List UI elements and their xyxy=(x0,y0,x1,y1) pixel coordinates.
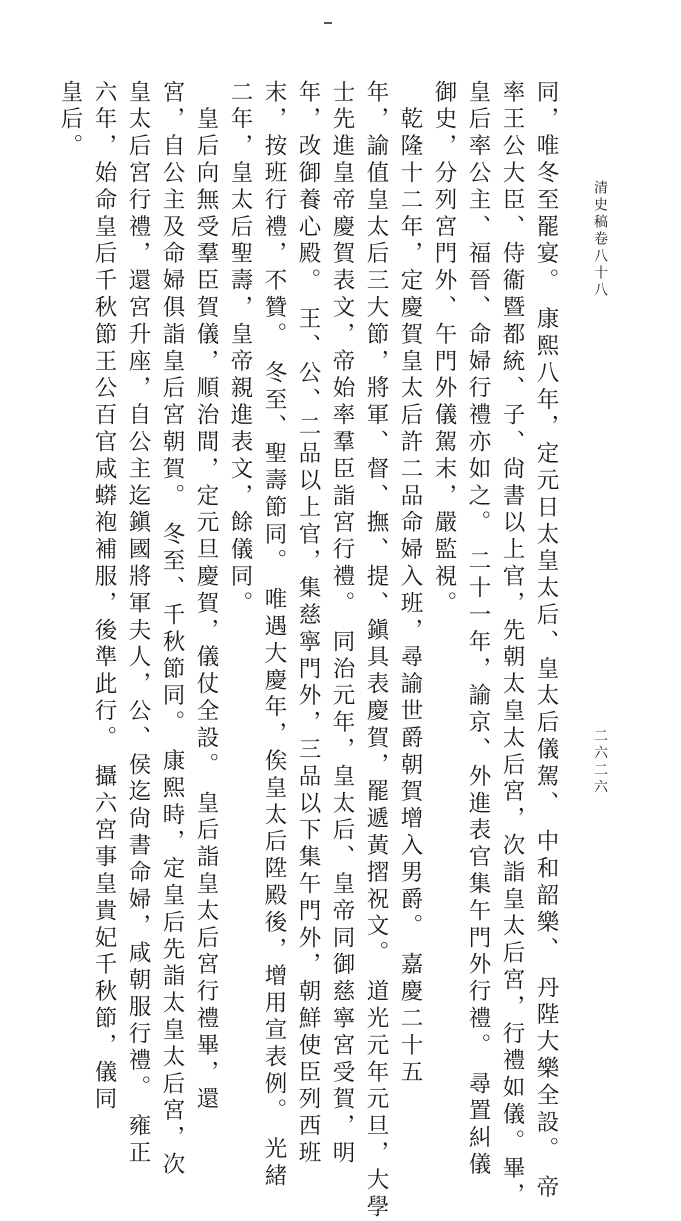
text-column-4: 御史，分列宮門外、午門外儀駕末，嚴監視。 xyxy=(431,80,457,618)
text-column-8: 年，改御養心殿。 王、公、二品以上官，集慈寧門外，三品以下集午門外，朝鮮使臣列西班 xyxy=(295,80,321,1168)
text-column-15: 皇后。 xyxy=(57,80,83,161)
text-column-2: 率王公大臣、侍衞暨都統、子、尙書以上官，先朝太皇太后宮，次詣皇太后宮，行禮如儀。畢， xyxy=(499,80,525,1210)
text-column-13: 皇太后宮行禮，還宮升座，自公主迄鎭國將軍夫人，公、侯迄尙書命婦，咸朝服行禮。 雍正 xyxy=(125,80,151,1168)
text-column-9: 末，按班行禮，不贊。 冬至、聖壽節同。 唯遇大慶年，俟皇太后陞殿後，增用宣表例。 光緒 xyxy=(261,80,287,1191)
text-column-12: 宮，自公主及命婦俱詣皇后宮朝賀。 冬至、千秋節同。 康熙時，定皇后先詣太皇太后宮，次 xyxy=(159,80,185,1180)
text-column-7: 士先進皇帝慶賀表文，帝始率羣臣詣宮行禮。 同治元年，皇太后、皇帝同御慈寧宮受賀，明 xyxy=(329,80,355,1168)
running-title: 清史稿卷八十八 xyxy=(592,180,608,299)
text-column-14: 六年，始命皇后千秋節王公百官咸蟒袍補服，後準此行。 攝六宮事皇貴妃千秋節，儀同 xyxy=(91,80,117,1114)
page-number: 二六二六 xyxy=(592,728,608,796)
text-column-10: 二年，皇太后聖壽，皇帝親進表文，餘儀同。 xyxy=(227,80,253,618)
text-column-1: 同，唯冬至罷宴。 康熙八年，定元日太皇太后、皇太后儀駕、 中和韶樂、 丹陛大樂全設。 帝 xyxy=(533,80,559,1203)
top-margin-mark xyxy=(324,22,332,24)
text-column-5: 乾隆十二年，定慶賀皇太后許二品命婦入班，尋諭世爵朝賀增入男爵。 嘉慶二十五 xyxy=(397,80,423,1087)
text-column-3: 皇后率公主、福晉、命婦行禮亦如之。 二十一年，諭京、外進表官集午門外行禮。 尋置糾儀 xyxy=(465,80,491,1180)
text-column-6: 年，諭值皇太后三大節，將軍、督、撫、提、鎭具表慶賀，罷遞黃摺祝文。 道光元年元旦，大學 xyxy=(363,80,389,1221)
text-column-11: 皇后向無受羣臣賀儀，順治間，定元旦慶賀，儀仗全設。 皇后詣皇太后宮行禮畢，還 xyxy=(193,80,219,1114)
